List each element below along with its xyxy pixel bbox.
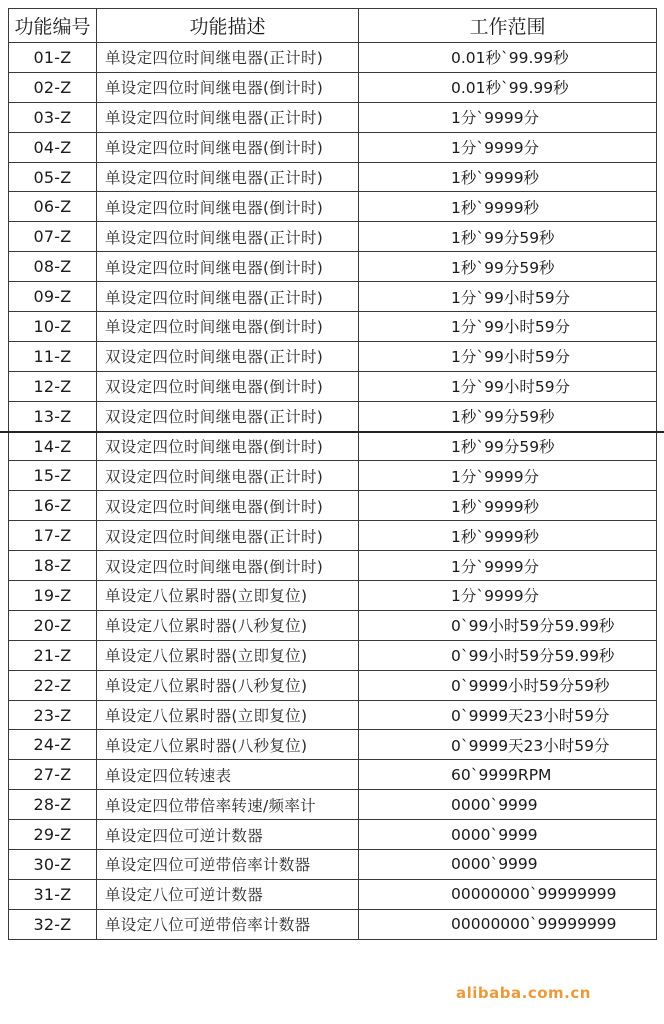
header-function-code: 功能编号 [9,9,97,43]
row-function-code: 11-Z [9,341,97,371]
table-row [9,102,657,132]
row-working-range: 0000`9999 [359,790,657,820]
table-row [9,371,657,401]
row-working-range: 1分`9999分 [359,581,657,611]
row-function-code: 15-Z [9,461,97,491]
row-function-code: 02-Z [9,72,97,102]
row-function-description: 单设定八位累时器(立即复位) [97,640,359,670]
row-function-description: 单设定八位累时器(立即复位) [97,700,359,730]
table-row [9,72,657,102]
row-function-code: 20-Z [9,610,97,640]
table-row [9,461,657,491]
table-row [9,760,657,790]
row-function-code: 06-Z [9,192,97,222]
row-working-range: 1秒`99分59秒 [359,252,657,282]
row-function-code: 01-Z [9,43,97,73]
row-function-code: 14-Z [9,431,97,461]
row-function-code: 24-Z [9,730,97,760]
table-row [9,192,657,222]
row-working-range: 0`9999天23小时59分 [359,730,657,760]
table-row [9,431,657,461]
row-function-code: 22-Z [9,670,97,700]
row-working-range: 1分`9999分 [359,551,657,581]
row-working-range: 0.01秒`99.99秒 [359,72,657,102]
watermark: alibaba.com.cn [456,984,591,1002]
row-function-code: 07-Z [9,222,97,252]
row-working-range: 1分`9999分 [359,461,657,491]
row-working-range: 1秒`9999秒 [359,521,657,551]
row-working-range: 1分`99小时59分 [359,312,657,342]
row-function-description: 单设定四位转速表 [97,760,359,790]
row-function-description: 单设定四位时间继电器(倒计时) [97,192,359,222]
table-row [9,879,657,909]
row-function-description: 单设定四位时间继电器(倒计时) [97,312,359,342]
row-function-code: 23-Z [9,700,97,730]
table-row [9,790,657,820]
row-function-code: 03-Z [9,102,97,132]
row-function-code: 17-Z [9,521,97,551]
table-row [9,670,657,700]
table-row [9,341,657,371]
row-function-description: 双设定四位时间继电器(正计时) [97,461,359,491]
row-working-range: 1分`9999分 [359,132,657,162]
table-row [9,401,657,431]
row-function-description: 单设定四位时间继电器(倒计时) [97,132,359,162]
row-function-description: 双设定四位时间继电器(倒计时) [97,491,359,521]
table-row [9,581,657,611]
table-row [9,162,657,192]
row-working-range: 1秒`9999秒 [359,162,657,192]
row-function-description: 双设定四位时间继电器(正计时) [97,401,359,431]
row-function-description: 单设定四位时间继电器(倒计时) [97,72,359,102]
row-function-description: 双设定四位时间继电器(正计时) [97,341,359,371]
row-function-description: 单设定四位时间继电器(倒计时) [97,252,359,282]
row-function-description: 单设定八位可逆带倍率计数器 [97,909,359,939]
row-function-description: 单设定四位时间继电器(正计时) [97,222,359,252]
row-function-description: 单设定四位带倍率转速/频率计 [97,790,359,820]
row-function-description: 单设定四位时间继电器(正计时) [97,282,359,312]
row-working-range: 0`9999天23小时59分 [359,700,657,730]
row-working-range: 1秒`99分59秒 [359,222,657,252]
row-function-description: 单设定四位时间继电器(正计时) [97,102,359,132]
row-function-code: 27-Z [9,760,97,790]
table-row [9,909,657,939]
header-function-description: 功能描述 [97,9,359,43]
page-divider-line [0,431,664,433]
table-row [9,610,657,640]
row-function-code: 18-Z [9,551,97,581]
table-row [9,282,657,312]
row-working-range: 0`9999小时59分59秒 [359,670,657,700]
row-function-code: 30-Z [9,850,97,880]
row-function-description: 单设定四位可逆带倍率计数器 [97,850,359,880]
row-working-range: 60`9999RPM [359,760,657,790]
row-working-range: 1分`99小时59分 [359,282,657,312]
row-working-range: 00000000`99999999 [359,879,657,909]
table-row [9,312,657,342]
table-row [9,521,657,551]
row-function-code: 10-Z [9,312,97,342]
row-working-range: 1分`99小时59分 [359,371,657,401]
function-table [8,8,657,940]
row-function-description: 双设定四位时间继电器(倒计时) [97,551,359,581]
row-function-code: 19-Z [9,581,97,611]
row-function-code: 08-Z [9,252,97,282]
row-function-description: 双设定四位时间继电器(倒计时) [97,431,359,461]
row-function-code: 05-Z [9,162,97,192]
row-working-range: 0`99小时59分59.99秒 [359,610,657,640]
table-row [9,820,657,850]
row-function-description: 单设定四位时间继电器(正计时) [97,162,359,192]
row-function-description: 双设定四位时间继电器(倒计时) [97,371,359,401]
row-function-code: 31-Z [9,879,97,909]
row-function-code: 28-Z [9,790,97,820]
row-function-code: 12-Z [9,371,97,401]
table-row [9,132,657,162]
row-working-range: 00000000`99999999 [359,909,657,939]
row-function-description: 单设定四位时间继电器(正计时) [97,43,359,73]
row-working-range: 0000`9999 [359,850,657,880]
row-function-description: 单设定八位累时器(八秒复位) [97,670,359,700]
table-row [9,491,657,521]
function-table-container [8,8,656,940]
row-function-code: 29-Z [9,820,97,850]
row-working-range: 0.01秒`99.99秒 [359,43,657,73]
row-function-code: 21-Z [9,640,97,670]
row-working-range: 1分`9999分 [359,102,657,132]
row-function-description: 双设定四位时间继电器(正计时) [97,521,359,551]
row-function-code: 04-Z [9,132,97,162]
row-function-description: 单设定八位累时器(八秒复位) [97,730,359,760]
table-row [9,551,657,581]
table-row [9,252,657,282]
row-working-range: 1秒`9999秒 [359,192,657,222]
table-row [9,640,657,670]
row-function-description: 单设定八位累时器(八秒复位) [97,610,359,640]
row-working-range: 1秒`9999秒 [359,491,657,521]
row-function-description: 单设定八位累时器(立即复位) [97,581,359,611]
row-function-code: 16-Z [9,491,97,521]
row-working-range: 0000`9999 [359,820,657,850]
row-working-range: 1秒`99分59秒 [359,401,657,431]
table-row [9,850,657,880]
table-row [9,222,657,252]
row-function-description: 单设定四位可逆计数器 [97,820,359,850]
header-working-range: 工作范围 [359,9,657,43]
table-header-row [9,9,657,43]
row-function-code: 09-Z [9,282,97,312]
row-working-range: 1分`99小时59分 [359,341,657,371]
row-function-code: 32-Z [9,909,97,939]
table-row [9,43,657,73]
row-function-description: 单设定八位可逆计数器 [97,879,359,909]
table-row [9,730,657,760]
table-row [9,700,657,730]
row-working-range: 0`99小时59分59.99秒 [359,640,657,670]
row-working-range: 1秒`99分59秒 [359,431,657,461]
row-function-code: 13-Z [9,401,97,431]
